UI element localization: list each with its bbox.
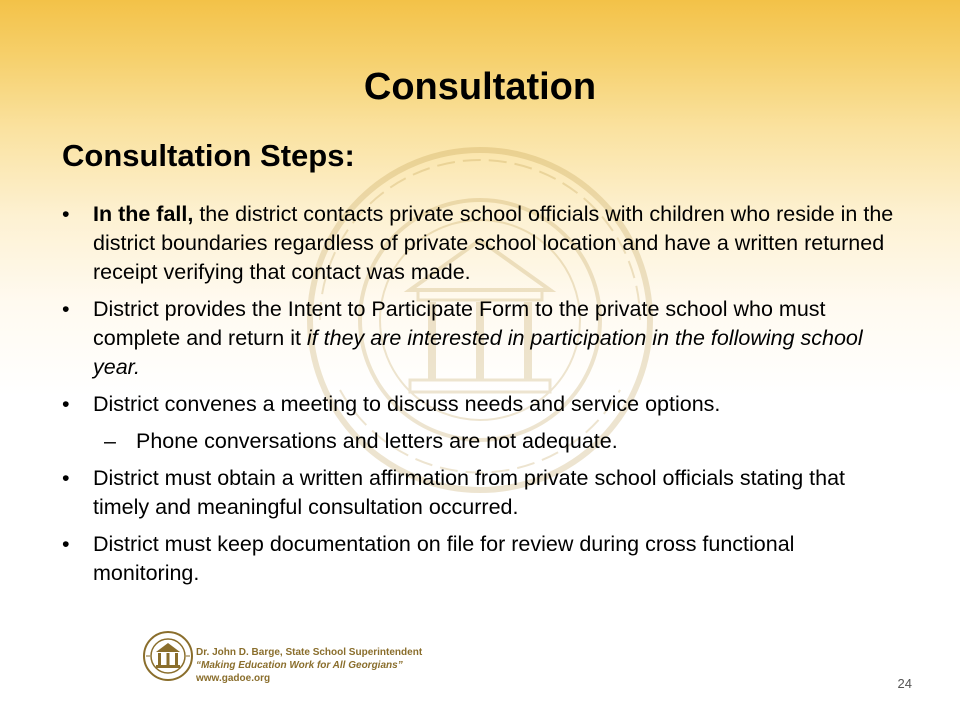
bullet-list xyxy=(62,200,902,596)
sub-bullet-item-not-adequate xyxy=(62,427,902,456)
bullet-marker: • xyxy=(62,392,70,416)
bullet-text: District must obtain a written affirmation from private school officials stating that timely and meaningful consultation occurred. xyxy=(93,466,846,519)
bullet-text: District provides the Intent to Participate Form to the private school who must complete and return it xyxy=(93,297,826,350)
page-number: 24 xyxy=(897,676,912,691)
bullet-marker: • xyxy=(62,202,70,226)
bullet-item-fall-contact xyxy=(62,200,902,287)
dash-marker: – xyxy=(104,429,116,453)
slide-subtitle: Consultation Steps: xyxy=(62,138,355,173)
bullet-marker: • xyxy=(62,466,70,490)
bullet-text: District must keep documentation on file for review during cross functional monitoring. xyxy=(93,532,795,585)
footer-website-link[interactable]: www.gadoe.org xyxy=(196,673,271,684)
bullet-text: District convenes a meeting to discuss needs and service options. xyxy=(93,392,721,416)
footer-text-block xyxy=(196,646,422,685)
footer-motto: “Making Education Work for All Georgians” xyxy=(196,660,403,671)
bullet-item-affirmation xyxy=(62,464,902,522)
sub-bullet-text: Phone conversations and letters are not adequate. xyxy=(136,429,618,453)
bullet-marker: • xyxy=(62,297,70,321)
bullet-item-documentation xyxy=(62,530,902,588)
bullet-italic-text: if they are interested in participation in the following school year. xyxy=(93,326,863,379)
bullet-item-meeting xyxy=(62,390,902,419)
footer-superintendent: Dr. John D. Barge, State School Superintendent xyxy=(196,647,423,658)
georgia-doe-seal-icon xyxy=(142,626,194,690)
bullet-text: the district contacts private school officials with children who reside in the district boundaries regardless of private school location and have a written returned receipt verifying that contact was made. xyxy=(93,202,894,284)
bullet-item-intent-form xyxy=(62,295,902,382)
slide-title: Consultation xyxy=(363,66,597,108)
bullet-lead: In the fall, xyxy=(93,202,194,226)
bullet-marker: • xyxy=(62,532,70,556)
